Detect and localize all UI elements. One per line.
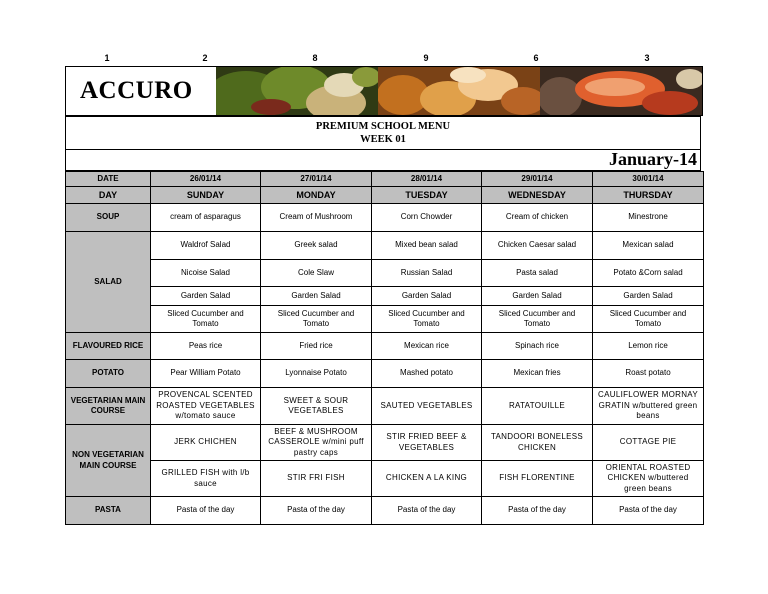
- month-bar: [65, 150, 701, 171]
- menu-cell: Corn Chowder: [372, 204, 482, 232]
- menu-cell: Spinach rice: [482, 333, 593, 360]
- rice-row: [66, 333, 704, 360]
- menu-cell: Pasta of the day: [261, 497, 372, 525]
- salad-row: [66, 287, 704, 306]
- date-cell: 28/01/14: [372, 172, 482, 187]
- date-cell: 27/01/14: [261, 172, 372, 187]
- menu-cell: RATATOUILLE: [482, 388, 593, 425]
- menu-cell: Sliced Cucumber and Tomato: [372, 306, 482, 333]
- date-label: DATE: [66, 172, 151, 187]
- pasta-row: [66, 497, 704, 525]
- menu-cell: Minestrone: [593, 204, 704, 232]
- day-row: [66, 187, 704, 204]
- potato-row: [66, 360, 704, 388]
- date-row: [66, 172, 704, 187]
- veg-label: VEGETARIAN MAIN COURSE: [66, 388, 151, 425]
- soup-row: [66, 204, 704, 232]
- menu-cell: PROVENCAL SCENTED ROASTED VEGETABLES w/tomato sauce: [151, 388, 261, 425]
- column-number: 2: [202, 53, 208, 63]
- menu-cell: GRILLED FISH with l/b sauce: [151, 461, 261, 497]
- menu-cell: Peas rice: [151, 333, 261, 360]
- salad-photo: [216, 67, 378, 115]
- salad-row: [66, 232, 704, 260]
- day-label: DAY: [66, 187, 151, 204]
- veg-row: [66, 388, 704, 425]
- menu-cell: Pasta salad: [482, 260, 593, 287]
- day-cell: THURSDAY: [593, 187, 704, 204]
- menu-cell: Russian Salad: [372, 260, 482, 287]
- menu-cell: Mexican rice: [372, 333, 482, 360]
- menu-cell: Sliced Cucumber and Tomato: [261, 306, 372, 333]
- day-cell: MONDAY: [261, 187, 372, 204]
- salad-row: [66, 260, 704, 287]
- column-number: 8: [312, 53, 318, 63]
- menu-cell: cream of asparagus: [151, 204, 261, 232]
- column-number: 6: [533, 53, 539, 63]
- menu-table: [65, 171, 704, 525]
- menu-cell: Potato &Corn salad: [593, 260, 704, 287]
- menu-cell: TANDOORI BONELESS CHICKEN: [482, 425, 593, 461]
- potato-label: POTATO: [66, 360, 151, 388]
- day-cell: TUESDAY: [372, 187, 482, 204]
- menu-cell: Waldrof Salad: [151, 232, 261, 260]
- rice-label: FLAVOURED RICE: [66, 333, 151, 360]
- food-photo-banner: [216, 67, 702, 115]
- menu-title: PREMIUM SCHOOL MENU: [315, 121, 451, 132]
- menu-cell: BEEF & MUSHROOM CASSEROLE w/mini puff pastry caps: [261, 425, 372, 461]
- menu-cell: Pasta of the day: [151, 497, 261, 525]
- menu-cell: Garden Salad: [372, 287, 482, 306]
- day-cell: SUNDAY: [151, 187, 261, 204]
- menu-cell: Garden Salad: [593, 287, 704, 306]
- menu-cell: COTTAGE PIE: [593, 425, 704, 461]
- column-numbers: [65, 53, 703, 65]
- menu-cell: Greek salad: [261, 232, 372, 260]
- nonveg-label: NON VEGETARIAN MAIN COURSE: [66, 425, 151, 497]
- logo-text: ACCURO: [80, 77, 193, 104]
- menu-cell: Roast potato: [593, 360, 704, 388]
- menu-cell: CHICKEN A LA KING: [372, 461, 482, 497]
- menu-cell: Pasta of the day: [593, 497, 704, 525]
- menu-cell: Garden Salad: [151, 287, 261, 306]
- menu-cell: Nicoise Salad: [151, 260, 261, 287]
- salad-label: SALAD: [66, 232, 151, 333]
- menu-cell: FISH FLORENTINE: [482, 461, 593, 497]
- column-number: 3: [644, 53, 650, 63]
- bread-photo: [378, 67, 540, 115]
- menu-cell: Sliced Cucumber and Tomato: [593, 306, 704, 333]
- menu-cell: Mexican salad: [593, 232, 704, 260]
- day-cell: WEDNESDAY: [482, 187, 593, 204]
- menu-cell: Lyonnaise Potato: [261, 360, 372, 388]
- menu-cell: Garden Salad: [261, 287, 372, 306]
- date-cell: 26/01/14: [151, 172, 261, 187]
- pasta-label: PASTA: [66, 497, 151, 525]
- menu-header: [65, 66, 703, 116]
- salad-row: [66, 306, 704, 333]
- menu-cell: Mashed potato: [372, 360, 482, 388]
- menu-cell: Mexican fries: [482, 360, 593, 388]
- menu-cell: SAUTED VEGETABLES: [372, 388, 482, 425]
- menu-cell: SWEET & SOUR VEGETABLES: [261, 388, 372, 425]
- menu-cell: Fried rice: [261, 333, 372, 360]
- menu-cell: STIR FRIED BEEF & VEGETABLES: [372, 425, 482, 461]
- menu-week: WEEK 01: [360, 134, 406, 145]
- menu-cell: Lemon rice: [593, 333, 704, 360]
- menu-cell: ORIENTAL ROASTED CHICKEN w/buttered green beans: [593, 461, 704, 497]
- menu-cell: Cream of chicken: [482, 204, 593, 232]
- nonveg-row: [66, 425, 704, 461]
- nonveg-row: [66, 461, 704, 497]
- menu-cell: Sliced Cucumber and Tomato: [151, 306, 261, 333]
- menu-cell: Pasta of the day: [482, 497, 593, 525]
- menu-cell: Sliced Cucumber and Tomato: [482, 306, 593, 333]
- date-cell: 29/01/14: [482, 172, 593, 187]
- menu-cell: Mixed bean salad: [372, 232, 482, 260]
- menu-cell: Chicken Caesar salad: [482, 232, 593, 260]
- logo-area: [66, 67, 216, 115]
- column-number: 9: [423, 53, 429, 63]
- menu-cell: Pear William Potato: [151, 360, 261, 388]
- menu-cell: STIR FRI FISH: [261, 461, 372, 497]
- menu-cell: Cole Slaw: [261, 260, 372, 287]
- menu-cell: CAULIFLOWER MORNAY GRATIN w/buttered green beans: [593, 388, 704, 425]
- seafood-photo: [540, 67, 702, 115]
- menu-cell: JERK CHICHEN: [151, 425, 261, 461]
- menu-title-box: [65, 116, 701, 150]
- month-label: January-14: [608, 149, 697, 169]
- soup-label: SOUP: [66, 204, 151, 232]
- date-cell: 30/01/14: [593, 172, 704, 187]
- column-number: 1: [104, 53, 110, 63]
- menu-cell: Pasta of the day: [372, 497, 482, 525]
- menu-cell: Cream of Mushroom: [261, 204, 372, 232]
- menu-cell: Garden Salad: [482, 287, 593, 306]
